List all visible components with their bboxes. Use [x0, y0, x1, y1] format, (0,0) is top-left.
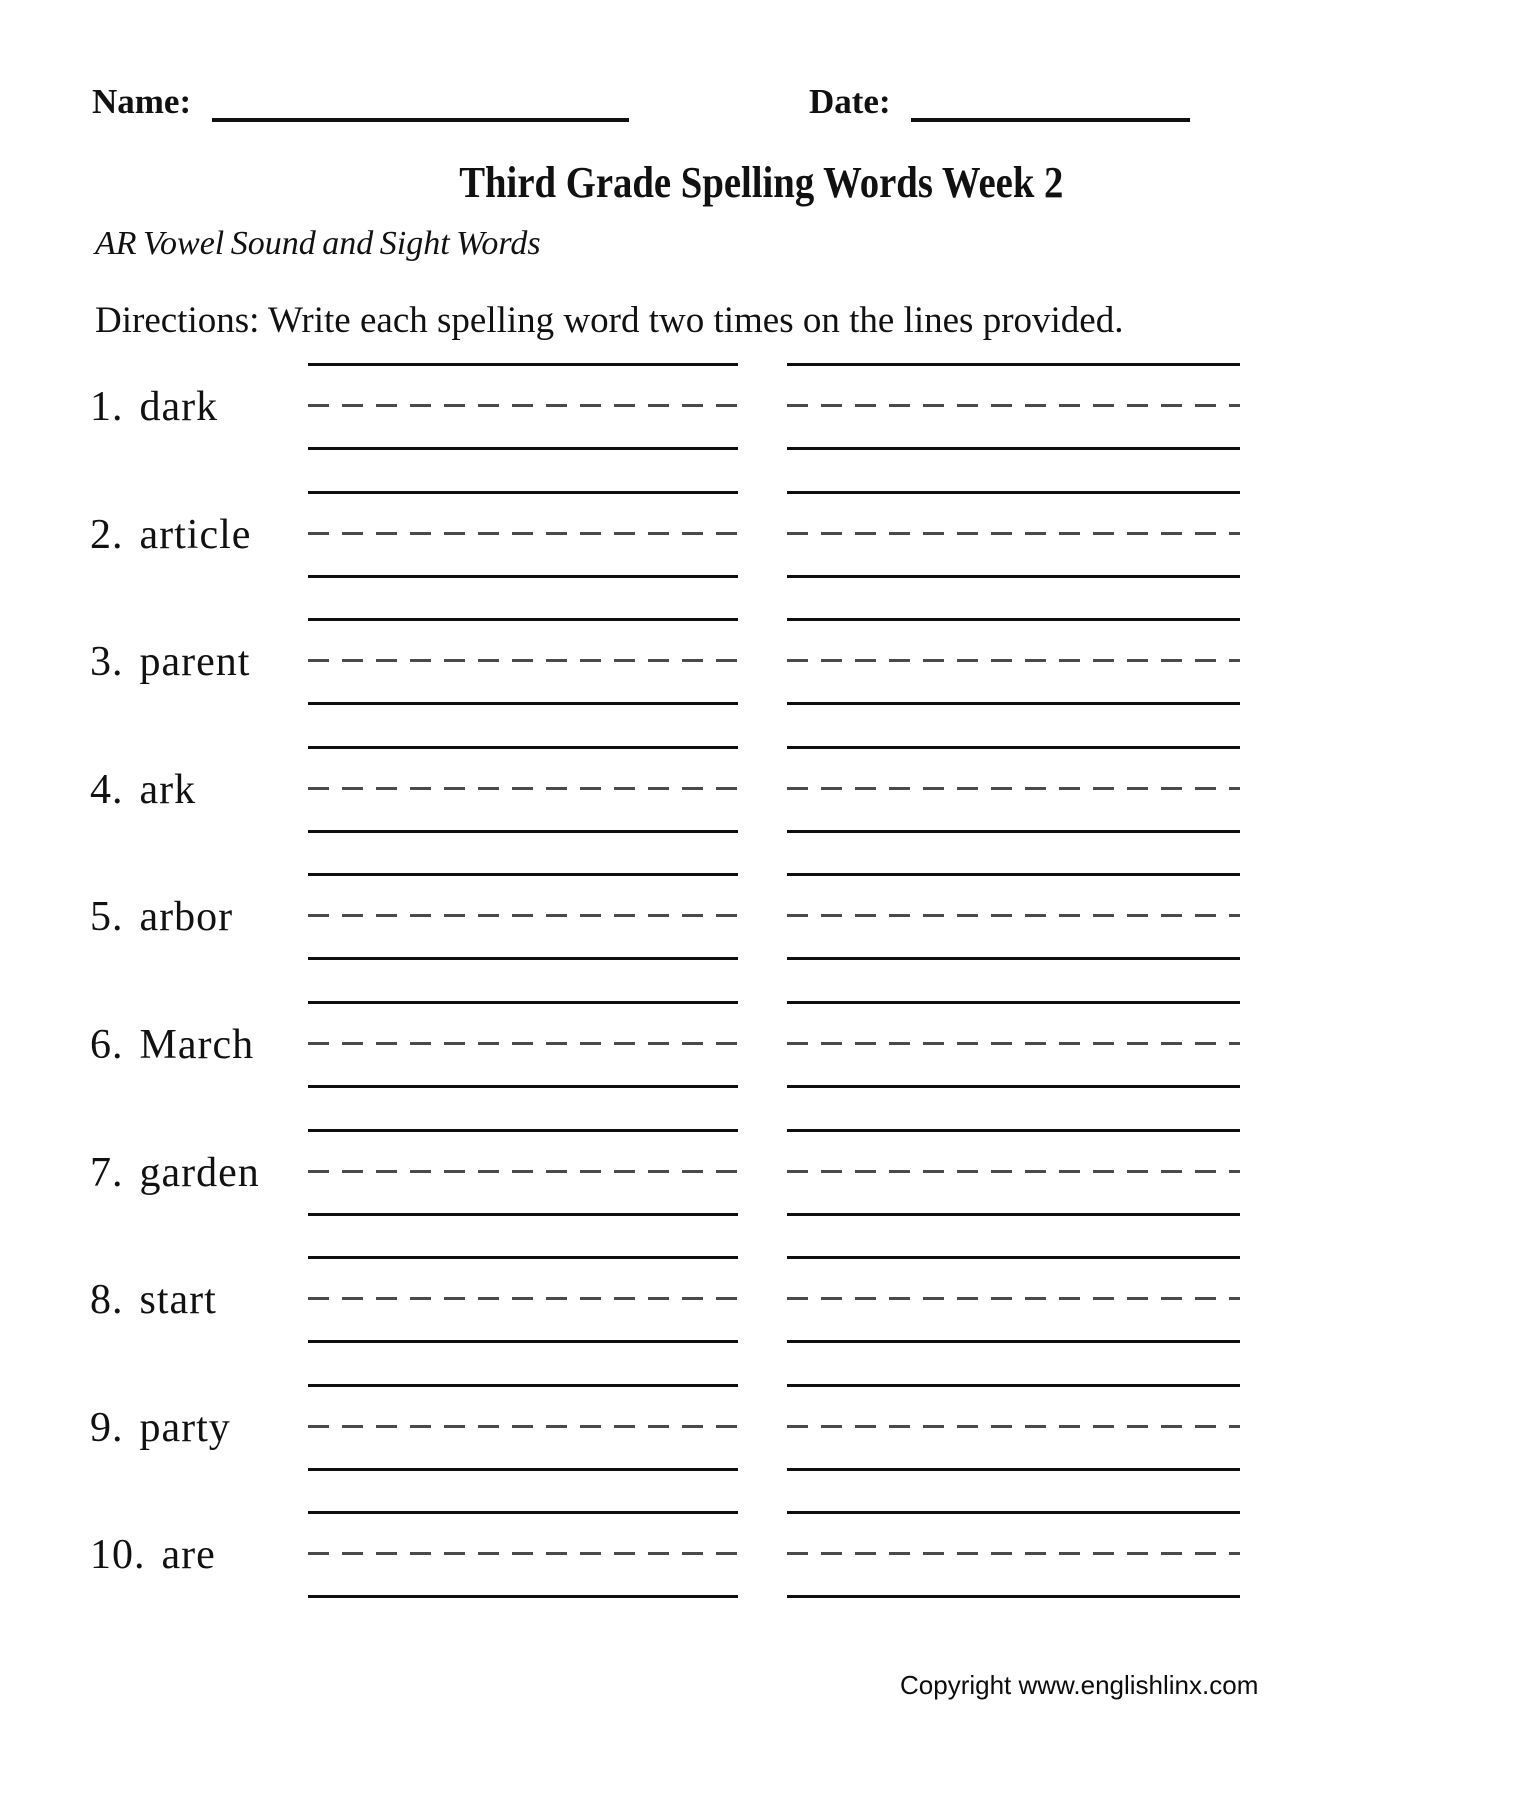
guide-line-bottom — [308, 830, 738, 833]
spelling-item-row — [0, 1384, 1522, 1472]
writing-lines-left[interactable] — [308, 491, 738, 579]
guide-line-bottom — [787, 830, 1240, 833]
guide-line-top — [787, 363, 1240, 366]
writing-lines-right[interactable] — [787, 873, 1240, 961]
writing-lines-right[interactable] — [787, 1001, 1240, 1089]
guide-line-top — [308, 1511, 738, 1514]
guide-line-top — [308, 1129, 738, 1132]
item-label — [90, 1017, 254, 1073]
guide-line-middle-dashed — [787, 532, 1240, 535]
guide-line-middle-dashed — [308, 1425, 738, 1428]
page-title-row — [0, 158, 1522, 208]
guide-line-middle-dashed — [308, 659, 738, 662]
guide-line-middle-dashed — [787, 1297, 1240, 1300]
item-word: are — [161, 1532, 216, 1578]
spelling-item-row — [0, 1511, 1522, 1599]
item-word: party — [139, 1405, 231, 1451]
writing-lines-right[interactable] — [787, 363, 1240, 451]
worksheet-subtitle: AR Vowel Sound and Sight Words — [95, 225, 541, 262]
spelling-item-row — [0, 1256, 1522, 1344]
spelling-item-row — [0, 1001, 1522, 1089]
guide-line-top — [308, 1001, 738, 1004]
guide-line-middle-dashed — [308, 787, 738, 790]
page-title: Third Grade Spelling Words Week 2 — [458, 158, 1064, 207]
item-label — [90, 1400, 231, 1456]
item-number: 2. — [90, 512, 124, 558]
writing-lines-right[interactable] — [787, 746, 1240, 834]
guide-line-top — [308, 491, 738, 494]
guide-line-top — [787, 873, 1240, 876]
spelling-item-row — [0, 746, 1522, 834]
guide-line-bottom — [787, 957, 1240, 960]
item-word: start — [139, 1277, 217, 1323]
writing-lines-right[interactable] — [787, 1129, 1240, 1217]
guide-line-middle-dashed — [787, 659, 1240, 662]
guide-line-top — [308, 363, 738, 366]
guide-line-top — [308, 1384, 738, 1387]
writing-lines-left[interactable] — [308, 746, 738, 834]
item-label — [90, 1527, 216, 1583]
guide-line-top — [308, 746, 738, 749]
guide-line-middle-dashed — [787, 1552, 1240, 1555]
guide-line-bottom — [308, 1213, 738, 1216]
guide-line-middle-dashed — [787, 404, 1240, 407]
directions-text: Directions: Write each spelling word two times on the lines provided. — [95, 300, 1124, 341]
guide-line-top — [787, 1511, 1240, 1514]
item-word: garden — [139, 1150, 260, 1196]
writing-lines-left[interactable] — [308, 1001, 738, 1089]
guide-line-top — [787, 1001, 1240, 1004]
guide-line-middle-dashed — [787, 1042, 1240, 1045]
guide-line-bottom — [308, 1595, 738, 1598]
guide-line-middle-dashed — [308, 914, 738, 917]
guide-line-middle-dashed — [308, 404, 738, 407]
writing-lines-left[interactable] — [308, 1511, 738, 1599]
item-word: article — [139, 512, 252, 558]
writing-lines-right[interactable] — [787, 1511, 1240, 1599]
guide-line-bottom — [787, 1468, 1240, 1471]
item-number: 1. — [90, 384, 124, 430]
guide-line-top — [308, 873, 738, 876]
guide-line-bottom — [308, 1340, 738, 1343]
guide-line-middle-dashed — [308, 1552, 738, 1555]
item-label — [90, 379, 218, 435]
spelling-item-row — [0, 873, 1522, 961]
guide-line-bottom — [787, 447, 1240, 450]
guide-line-bottom — [308, 702, 738, 705]
guide-line-top — [787, 1129, 1240, 1132]
guide-line-top — [787, 746, 1240, 749]
guide-line-top — [787, 491, 1240, 494]
guide-line-top — [308, 618, 738, 621]
item-label — [90, 1145, 260, 1201]
item-label — [90, 762, 196, 818]
date-label: Date: — [809, 82, 891, 121]
guide-line-bottom — [787, 1595, 1240, 1598]
guide-line-bottom — [787, 1085, 1240, 1088]
guide-line-middle-dashed — [308, 532, 738, 535]
writing-lines-right[interactable] — [787, 1384, 1240, 1472]
copyright-text: Copyright www.englishlinx.com — [900, 1670, 1259, 1700]
guide-line-bottom — [308, 957, 738, 960]
item-number: 8. — [90, 1277, 124, 1323]
item-word: arbor — [139, 894, 234, 940]
guide-line-middle-dashed — [787, 1425, 1240, 1428]
guide-line-bottom — [787, 1340, 1240, 1343]
item-number: 6. — [90, 1022, 124, 1068]
item-label — [90, 507, 251, 563]
item-word: March — [139, 1022, 255, 1068]
guide-line-bottom — [308, 447, 738, 450]
spelling-item-row — [0, 491, 1522, 579]
item-number: 5. — [90, 894, 124, 940]
spelling-item-row — [0, 1129, 1522, 1217]
item-number: 10. — [90, 1532, 146, 1578]
item-label — [90, 634, 250, 690]
guide-line-top — [787, 618, 1240, 621]
writing-lines-left[interactable] — [308, 1129, 738, 1217]
guide-line-bottom — [308, 1468, 738, 1471]
guide-line-middle-dashed — [787, 1170, 1240, 1173]
writing-lines-right[interactable] — [787, 1256, 1240, 1344]
item-word: dark — [139, 384, 219, 430]
guide-line-bottom — [787, 702, 1240, 705]
guide-line-bottom — [308, 575, 738, 578]
item-word: ark — [139, 767, 197, 813]
writing-lines-left[interactable] — [308, 873, 738, 961]
guide-line-middle-dashed — [308, 1170, 738, 1173]
guide-line-top — [787, 1256, 1240, 1259]
item-number: 3. — [90, 639, 124, 685]
spelling-item-row — [0, 363, 1522, 451]
item-number: 9. — [90, 1405, 124, 1451]
item-number: 7. — [90, 1150, 124, 1196]
guide-line-bottom — [308, 1085, 738, 1088]
guide-line-bottom — [787, 575, 1240, 578]
guide-line-middle-dashed — [308, 1297, 738, 1300]
name-label: Name: — [92, 82, 192, 121]
writing-lines-right[interactable] — [787, 491, 1240, 579]
writing-lines-left[interactable] — [308, 1384, 738, 1472]
item-label — [90, 889, 233, 945]
name-blank-line[interactable] — [212, 118, 629, 122]
writing-lines-right[interactable] — [787, 618, 1240, 706]
item-word: parent — [139, 639, 251, 685]
spelling-item-row — [0, 618, 1522, 706]
guide-line-top — [787, 1384, 1240, 1387]
guide-line-bottom — [787, 1213, 1240, 1216]
writing-lines-left[interactable] — [308, 618, 738, 706]
guide-line-middle-dashed — [787, 787, 1240, 790]
writing-lines-left[interactable] — [308, 1256, 738, 1344]
writing-lines-left[interactable] — [308, 363, 738, 451]
guide-line-middle-dashed — [308, 1042, 738, 1045]
item-label — [90, 1272, 217, 1328]
guide-line-middle-dashed — [787, 914, 1240, 917]
item-number: 4. — [90, 767, 124, 813]
guide-line-top — [308, 1256, 738, 1259]
date-blank-line[interactable] — [911, 118, 1190, 122]
